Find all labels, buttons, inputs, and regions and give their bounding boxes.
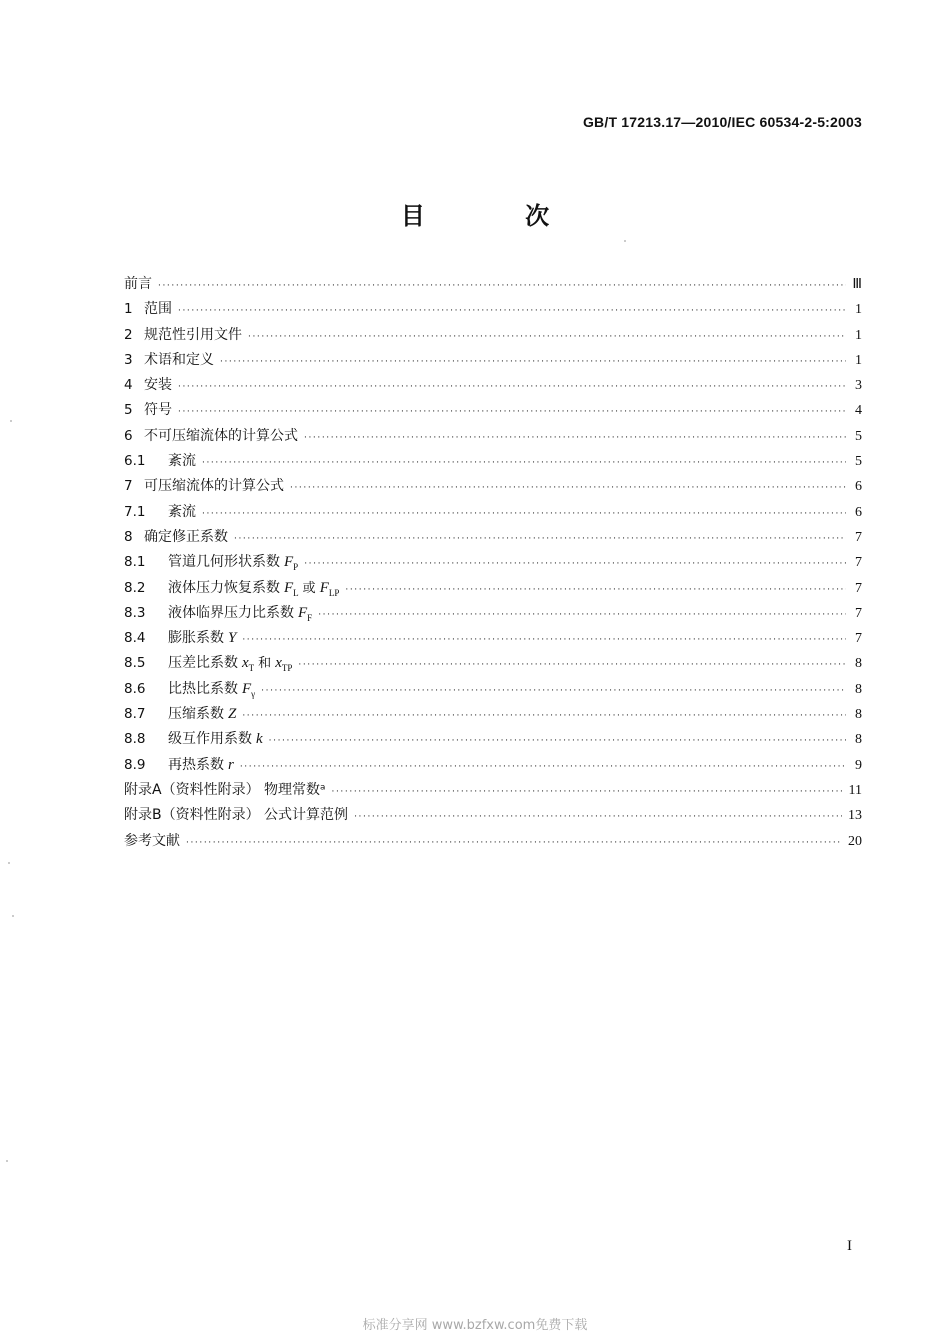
toc-entry-page: 7: [855, 631, 862, 647]
toc-entry: [124, 601, 862, 626]
toc-entry-number: 8.8: [124, 731, 146, 748]
toc-entry: [124, 677, 862, 702]
scan-speck: [624, 240, 626, 242]
toc-entry-number: 8.7: [124, 706, 146, 723]
toc-entry-number: 8.6: [124, 680, 146, 697]
toc-entry-page: 3: [855, 378, 862, 394]
toc-entry: [124, 398, 862, 423]
toc-dot-leader: [202, 451, 846, 476]
toc-entry: [124, 576, 862, 601]
toc-dot-leader: [269, 729, 846, 754]
toc-entry-page: 11: [848, 782, 862, 798]
toc-dot-leader: [354, 805, 842, 830]
toc-entry-number: 8.9: [124, 756, 146, 773]
toc-entry-title: 附录A（资料性附录） 物理常数ᵃ: [124, 781, 326, 798]
toc-entry-symbol: $F_L$: [284, 579, 299, 598]
toc-entry: [124, 702, 862, 727]
toc-entry-page: 9: [855, 757, 862, 773]
toc-entry-symbol: r: [228, 756, 234, 773]
toc-entry-title: 再热系数: [168, 756, 224, 773]
toc-dot-leader: [158, 274, 846, 299]
toc-entry-page: 7: [855, 555, 862, 571]
page-title: 目 次: [400, 202, 596, 230]
toc-entry: [124, 348, 862, 373]
toc-entry-title: 级互作用系数: [168, 731, 252, 748]
toc-entry-number: 1: [124, 301, 133, 318]
scan-speck: [12, 915, 14, 917]
toc-dot-leader: [248, 325, 846, 350]
toc-entry: [124, 272, 862, 297]
toc-entry: [124, 550, 862, 575]
toc-entry-page: 7: [855, 580, 862, 596]
toc-entry: [124, 474, 862, 499]
toc-entry: [124, 778, 862, 803]
toc-entry-number: 2: [124, 326, 133, 343]
toc-entry-number: 8.5: [124, 655, 146, 672]
toc-entry: [124, 525, 862, 550]
toc-dot-leader: [242, 704, 846, 729]
toc-entry-title: 不可压缩流体的计算公式: [144, 427, 298, 444]
toc-entry-symbol: k: [256, 731, 263, 748]
toc-entry-page: 8: [855, 707, 862, 723]
toc-entry-number: 8.1: [124, 554, 146, 571]
toc-entry-title: 液体压力恢复系数: [168, 579, 280, 596]
toc-entry-page: 5: [855, 428, 862, 444]
toc-entry-number: 6: [124, 427, 133, 444]
toc-entry-page: 6: [855, 479, 862, 495]
toc-entry: [124, 424, 862, 449]
scan-speck: [10, 420, 12, 422]
toc-entry-title: 安装: [144, 377, 172, 394]
toc-entry-title: 管道几何形状系数: [168, 554, 280, 571]
toc-entry-title: 紊流: [168, 453, 196, 470]
toc-dot-leader: [290, 476, 846, 501]
toc-entry-symbol: $x_{TP}$: [275, 655, 293, 674]
toc-dot-leader: [178, 400, 846, 425]
toc-entry-number: 5: [124, 402, 133, 419]
toc-entry-page: 20: [848, 833, 862, 849]
toc-dot-leader: [220, 350, 846, 375]
toc-dot-leader: [318, 603, 846, 628]
toc-dot-leader: [234, 527, 846, 552]
toc-entry-title: 术语和定义: [144, 351, 214, 368]
toc-entry-page: 8: [855, 732, 862, 748]
toc-entry-title: 压缩系数: [168, 706, 224, 723]
toc-entry: [124, 651, 862, 676]
toc-entry-number: 8: [124, 528, 133, 545]
toc-entry-page: Ⅲ: [852, 277, 862, 292]
toc-entry-number: 4: [124, 377, 133, 394]
toc-entry-page: 7: [855, 605, 862, 621]
toc-entry-page: 13: [848, 808, 862, 824]
toc-entry-page: 8: [855, 656, 862, 672]
toc-entry-title: 可压缩流体的计算公式: [144, 478, 284, 495]
toc-entry-page: 1: [855, 327, 862, 343]
toc-entry-number: 8.2: [124, 579, 146, 596]
scan-speck: [6, 1160, 8, 1162]
toc-entry: [124, 803, 862, 828]
toc-entry-conjunction: 或: [302, 580, 316, 596]
toc-dot-leader: [304, 426, 846, 451]
toc-entry-symbol: $F_F$: [298, 604, 313, 623]
toc-entry: [124, 500, 862, 525]
toc-entry-title: 参考文献: [124, 832, 180, 849]
toc-entry: [124, 753, 862, 778]
watermark: 标准分享网 www.bzfxw.com免费下载: [362, 1318, 588, 1333]
toc-entry-title: 压差比系数: [168, 655, 238, 672]
toc-dot-leader: [186, 831, 842, 856]
toc-entry: [124, 727, 862, 752]
toc-entry: [124, 626, 862, 651]
toc-entry-title: 范围: [144, 301, 172, 318]
toc-dot-leader: [178, 299, 846, 324]
toc-entry: [124, 323, 862, 348]
table-of-contents: [124, 272, 862, 854]
toc-entry-title: 前言: [124, 276, 152, 292]
toc-dot-leader: [240, 755, 846, 780]
toc-entry-conjunction: 和: [258, 656, 272, 672]
toc-entry-page: 6: [855, 504, 862, 520]
toc-entry-title: 确定修正系数: [144, 528, 228, 545]
toc-entry-title: 附录B（资料性附录） 公式计算范例: [124, 807, 349, 824]
toc-entry: [124, 449, 862, 474]
toc-entry: [124, 373, 862, 398]
toc-entry-title: 膨胀系数: [168, 630, 224, 647]
toc-entry-page: 7: [855, 529, 862, 545]
toc-entry-number: 7: [124, 478, 133, 495]
toc-entry-number: 3: [124, 351, 133, 368]
toc-entry-page: 1: [855, 352, 862, 368]
toc-dot-leader: [202, 502, 846, 527]
toc-entry-page: 5: [855, 454, 862, 470]
page-number: I: [847, 1238, 852, 1254]
standard-code: GB/T 17213.17—2010/IEC 60534-2-5:2003: [582, 114, 862, 130]
toc-dot-leader: [178, 375, 846, 400]
scan-speck: [8, 862, 10, 864]
toc-dot-leader: [261, 679, 846, 704]
toc-entry-number: 7.1: [124, 503, 146, 520]
toc-entry: [124, 829, 862, 854]
toc-dot-leader: [332, 780, 843, 805]
toc-entry-symbol: $F_P$: [284, 554, 299, 573]
toc-entry-number: 6.1: [124, 453, 146, 470]
toc-entry-title: 液体临界压力比系数: [168, 604, 294, 621]
toc-dot-leader: [242, 628, 846, 653]
toc-entry-number: 8.3: [124, 604, 146, 621]
toc-dot-leader: [298, 653, 846, 678]
toc-entry-title: 比热比系数: [168, 680, 238, 697]
toc-entry-symbol: $F_\gamma$: [242, 680, 256, 699]
toc-entry-symbol: $F_{LP}$: [319, 579, 340, 598]
toc-dot-leader: [345, 578, 846, 603]
toc-entry-symbol: $x_T$: [242, 655, 255, 674]
toc-entry-page: 8: [855, 681, 862, 697]
toc-entry-title: 紊流: [168, 503, 196, 520]
toc-entry-title: 规范性引用文件: [144, 326, 242, 343]
toc-dot-leader: [304, 552, 846, 577]
toc-entry-symbol: Z: [228, 706, 237, 723]
toc-entry-page: 1: [855, 302, 862, 318]
toc-entry: [124, 297, 862, 322]
toc-entry-symbol: Y: [228, 630, 237, 647]
toc-entry-number: 8.4: [124, 630, 146, 647]
toc-entry-page: 4: [855, 403, 862, 419]
toc-entry-title: 符号: [144, 402, 172, 419]
